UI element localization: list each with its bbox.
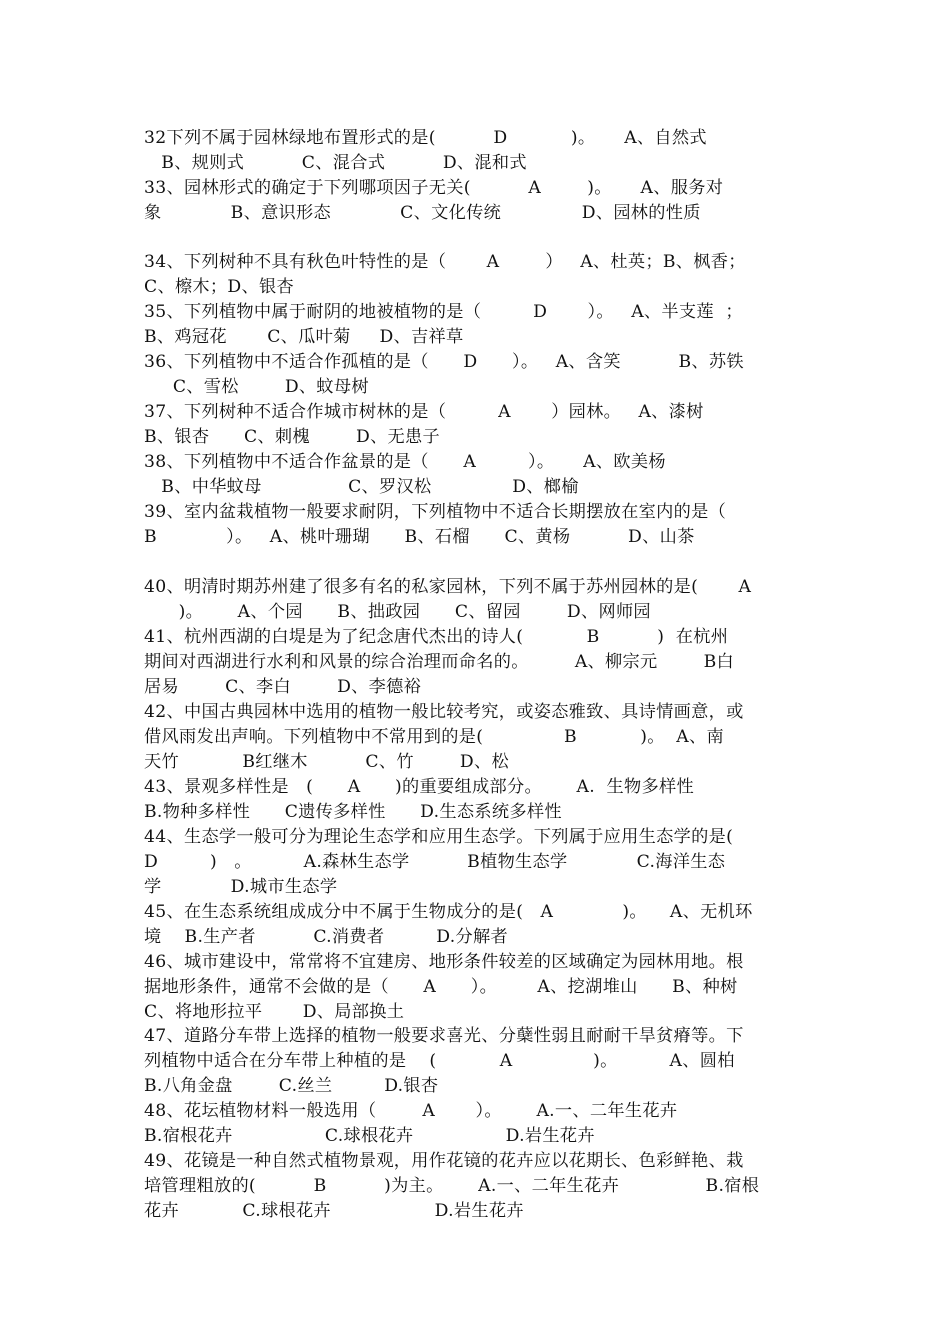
q46-line-1: 46、城市建设中，常常将不宜建房、地形条件较差的区域确定为园林用地。根 xyxy=(144,952,744,972)
q49-line-3: 花卉 C.球根花卉 D.岩生花卉 xyxy=(144,1201,524,1221)
q45-line-1: 45、在生态系统组成成分中不属于生物成分的是( A )。 A、无机环 xyxy=(144,902,753,922)
q40-line-2: )。 A、个园 B、拙政园 C、留园 D、网师园 xyxy=(144,602,651,622)
q43-line-2: B.物种多样性 C遗传多样性 D.生态系统多样性 xyxy=(144,802,562,822)
q46-line-3: C、将地形拉平 D、局部换土 xyxy=(144,1002,405,1022)
q48-line-2: B.宿根花卉 C.球根花卉 D.岩生花卉 xyxy=(144,1126,595,1146)
q41-line-3: 居易 C、李白 D、李德裕 xyxy=(144,677,422,697)
q40-line-1: 40、明清时期苏州建了很多有名的私家园林，下列不属于苏州园林的是( A xyxy=(144,577,752,597)
q39-line-1: 39、室内盆栽植物一般要求耐阴，下列植物中不适合长期摆放在室内的是（ xyxy=(144,502,727,522)
q38-line-1: 38、下列植物中不适合作盆景的是（ A ）。 A、欧美杨 xyxy=(144,452,666,472)
q32-line-2: B、规则式 C、混合式 D、混和式 xyxy=(144,153,527,173)
q41-line-2: 期间对西湖进行水利和风景的综合治理而命名的。 A、柳宗元 B白 xyxy=(144,652,735,672)
q47-line-2: 列植物中适合在分车带上种植的是 ( A )。 A、圆柏 xyxy=(144,1051,735,1071)
q45-line-2: 境 B.生产者 C.消费者 D.分解者 xyxy=(144,927,508,947)
q35-line-2: B、鸡冠花 C、瓜叶菊 D、吉祥草 xyxy=(144,327,464,347)
q47-line-1: 47、道路分车带上选择的植物一般要求喜光、分蘖性弱且耐耐干旱贫瘠等。下 xyxy=(144,1026,744,1046)
q36-line-2: C、雪松 D、蚊母树 xyxy=(144,377,369,397)
q37-line-1: 37、下列树种不适合作城市树林的是（ A ）园林。 A、漆树 xyxy=(144,402,704,422)
q36-line-1: 36、下列植物中不适合作孤植的是（ D ）。 A、含笑 B、苏铁 xyxy=(144,352,744,372)
q34-line-1: 34、下列树种不具有秋色叶特性的是（ A ） A、杜英；B、枫香； xyxy=(144,252,746,272)
q44-line-2: D ) 。 A.森林生态学 B植物生态学 C.海洋生态 xyxy=(144,852,726,872)
q33-line-2: 象 B、意识形态 C、文化传统 D、园林的性质 xyxy=(144,203,701,223)
q39-line-2: B ）。 A、桃叶珊瑚 B、石榴 C、黄杨 D、山茶 xyxy=(144,527,695,547)
q44-line-1: 44、生态学一般可分为理论生态学和应用生态学。下列属于应用生态学的是( xyxy=(144,827,734,847)
q49-line-1: 49、花镜是一种自然式植物景观，用作花镜的花卉应以花期长、色彩鲜艳、栽 xyxy=(144,1151,744,1171)
q33-line-1: 33、园林形式的确定于下列哪项因子无关( A )。 A、服务对 xyxy=(144,178,724,198)
q42-line-3: 天竹 B红继木 C、竹 D、松 xyxy=(144,752,509,772)
q48-line-1: 48、花坛植物材料一般选用（ A ）。 A.一、二年生花卉 xyxy=(144,1101,678,1121)
q43-line-1: 43、景观多样性是 ( A )的重要组成部分。 A. 生物多样性 xyxy=(144,777,694,797)
q42-line-1: 42、中国古典园林中选用的植物一般比较考究，或姿态雅致、具诗情画意，或 xyxy=(144,702,744,722)
q38-line-2: B、中华蚊母 C、罗汉松 D、榔榆 xyxy=(144,477,579,497)
q47-line-3: B.八角金盘 C.丝兰 D.银杏 xyxy=(144,1076,439,1096)
q32-line-1: 32下列不属于园林绿地布置形式的是( D )。 A、自然式 xyxy=(144,128,707,148)
q35-line-1: 35、下列植物中属于耐阴的地被植物的是（ D ）。 A、半支莲 ； xyxy=(144,302,743,322)
q44-line-3: 学 D.城市生态学 xyxy=(144,877,338,897)
q42-line-2: 借风雨发出声响。下列植物中不常用到的是( B )。 A、南 xyxy=(144,727,724,747)
q49-line-2: 培管理粗放的( B )为主。 A.一、二年生花卉 B.宿根 xyxy=(144,1176,760,1196)
q37-line-2: B、银杏 C、刺槐 D、无患子 xyxy=(144,427,441,447)
q46-line-2: 据地形条件，通常不会做的是（ A ）。 A、挖湖堆山 B、种树 xyxy=(144,977,738,997)
q34-line-2: C、檫木；D、银杏 xyxy=(144,277,294,297)
q41-line-1: 41、杭州西湖的白堤是为了纪念唐代杰出的诗人( B ) 在杭州 xyxy=(144,627,729,647)
